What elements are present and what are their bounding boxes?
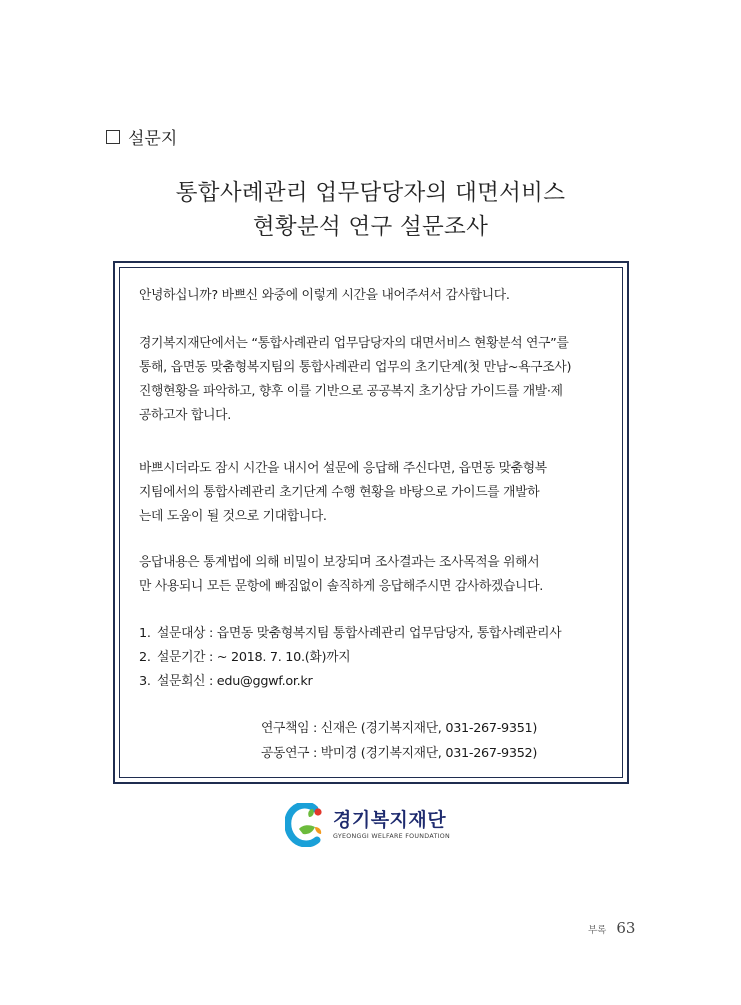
info-item-number: 3. bbox=[139, 674, 151, 689]
researcher-contacts bbox=[261, 716, 537, 766]
info-item-text: 설문회신 : edu@ggwf.or.kr bbox=[157, 674, 313, 689]
greeting bbox=[139, 284, 609, 308]
info-item-target bbox=[139, 622, 609, 646]
paragraph-line: 경기복지재단에서는 “통합사례관리 업무담당자의 대면서비스 현황분석 연구”를 bbox=[139, 336, 569, 351]
section-heading bbox=[106, 124, 177, 149]
survey-title-line-1: 통합사례관리 업무담당자의 대면서비스 bbox=[175, 180, 566, 206]
info-item-reply bbox=[139, 670, 609, 694]
foundation-name: 경기복지재단 bbox=[333, 809, 447, 831]
info-item-number: 2. bbox=[139, 650, 151, 665]
contact-lead-researcher: 연구책임 : 신재은 (경기복지재단, 031-267-9351) bbox=[261, 721, 538, 736]
foundation-logo-text bbox=[333, 808, 450, 842]
paragraph-line: 바쁘시더라도 잠시 시간을 내시어 설문에 응답해 주신다면, 읍면동 맞춤형복 bbox=[139, 461, 547, 476]
survey-title-line-2: 현황분석 연구 설문조사 bbox=[252, 214, 489, 240]
paragraph-request bbox=[139, 457, 609, 529]
foundation-english-name: GYEONGGI WELFARE FOUNDATION bbox=[333, 833, 451, 840]
survey-title bbox=[0, 176, 741, 244]
greeting-text: 안녕하십니까? 바쁘신 와중에 이렇게 시간을 내어주셔서 감사합니다. bbox=[139, 288, 510, 303]
foundation-logo bbox=[285, 803, 450, 847]
square-bullet-icon bbox=[106, 130, 120, 144]
paragraph-confidentiality bbox=[139, 551, 609, 599]
paragraph-line: 응답내용은 통계법에 의해 비밀이 보장되며 조사결과는 조사목적을 위해서 bbox=[139, 555, 540, 570]
info-item-text: 설문대상 : 읍면동 맞춤형복지팀 통합사례관리 업무담당자, 통합사례관리사 bbox=[157, 626, 562, 641]
foundation-emblem-icon bbox=[285, 803, 327, 847]
section-heading-label: 설문지 bbox=[128, 129, 178, 149]
paragraph-line: 진행현황을 파악하고, 향후 이를 기반으로 공공복지 초기상담 가이드를 개발·제 bbox=[139, 384, 563, 399]
info-item-number: 1. bbox=[139, 626, 151, 641]
contact-co-researcher: 공동연구 : 박미경 (경기복지재단, 031-267-9352) bbox=[261, 746, 538, 761]
paragraph-line: 통해, 읍면동 맞춤형복지팀의 통합사례관리 업무의 초기단계(첫 만남~욕구조사) bbox=[139, 360, 572, 375]
page-number: 63 bbox=[616, 919, 636, 937]
paragraph-line: 공하고자 합니다. bbox=[139, 408, 231, 423]
survey-info-list bbox=[139, 622, 609, 694]
paragraph-line: 는데 도움이 될 것으로 기대합니다. bbox=[139, 509, 327, 524]
paragraph-purpose bbox=[139, 332, 609, 428]
paragraph-line: 만 사용되니 모든 문항에 빠짐없이 솔직하게 응답해주시면 감사하겠습니다. bbox=[139, 579, 544, 594]
info-item-text: 설문기간 : ~ 2018. 7. 10.(화)까지 bbox=[157, 650, 351, 665]
info-item-period bbox=[139, 646, 609, 670]
paragraph-line: 지팀에서의 통합사례관리 초기단계 수행 현황을 바탕으로 가이드를 개발하 bbox=[139, 485, 540, 500]
page-footer bbox=[588, 919, 635, 937]
footer-section-label: 부록 bbox=[588, 925, 607, 936]
